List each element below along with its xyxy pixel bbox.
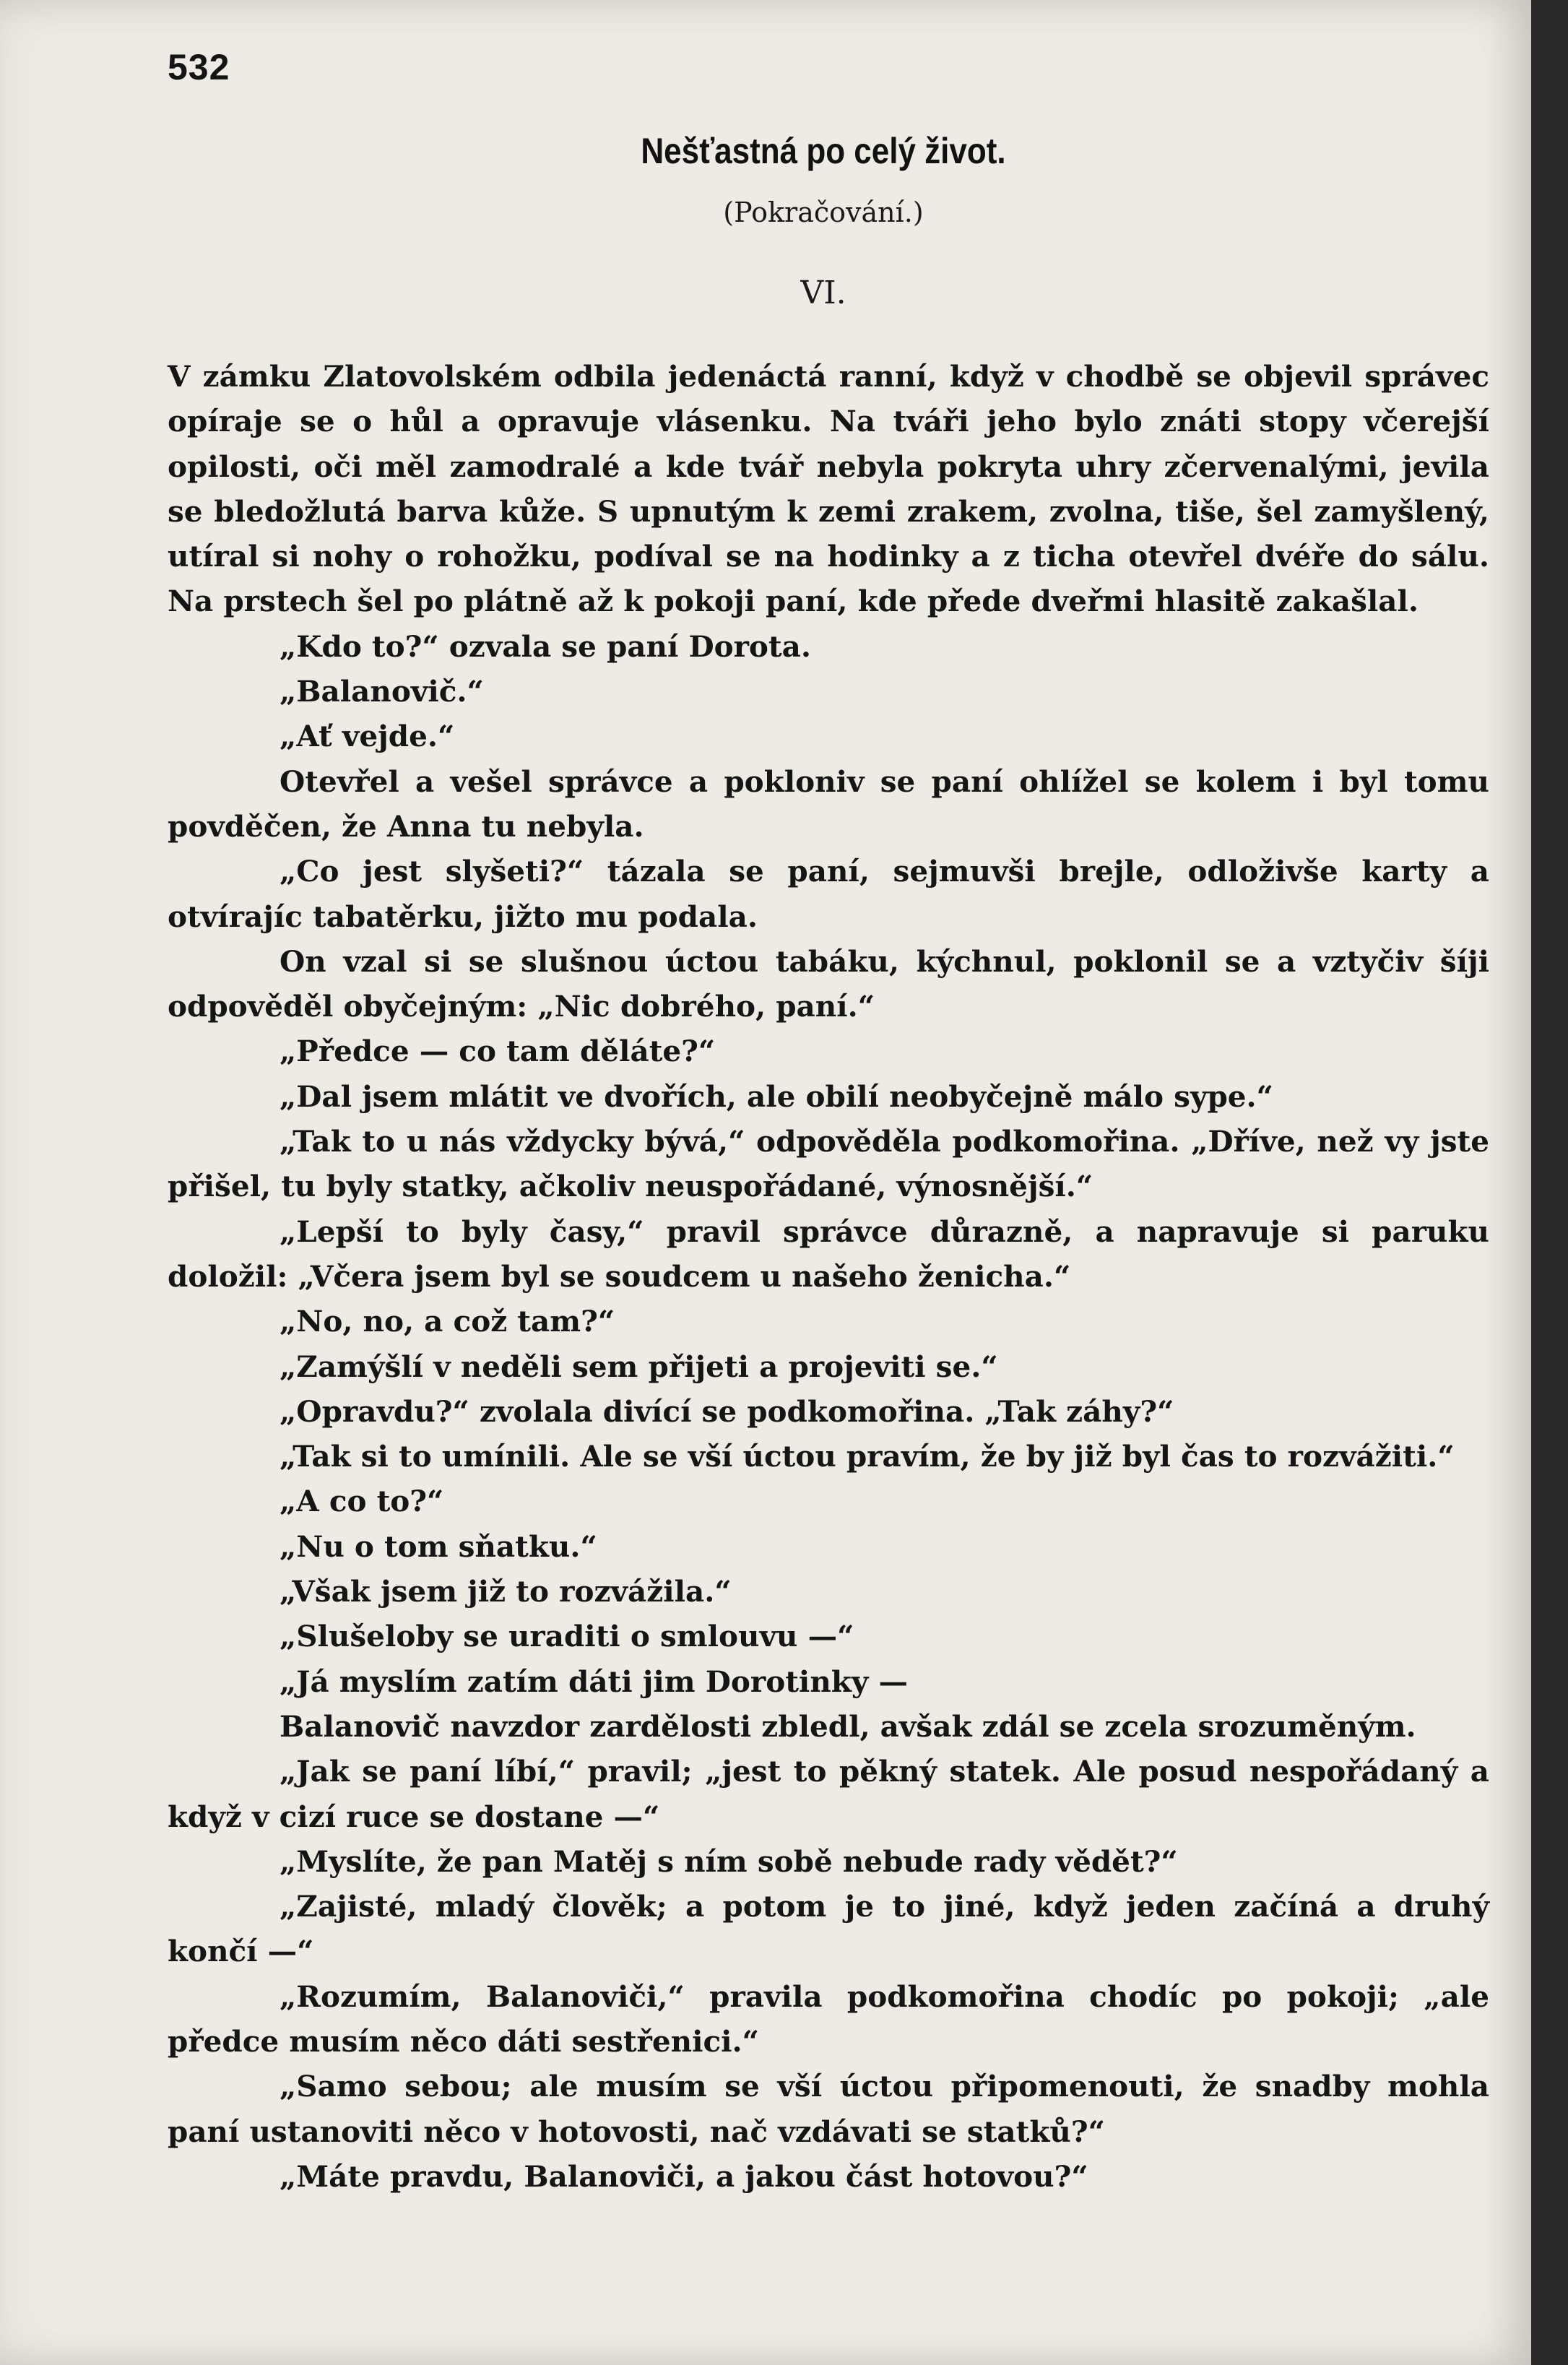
paragraph: „Předce — co tam děláte?“: [280, 1034, 716, 1069]
paragraph: „Lepší to byly časy,“ pravil správce důrazně, a napravuje si paruku doložil: „Včera jsem byl se soudcem u našeho ženicha.“: [168, 1214, 1489, 1294]
paragraph: „Máte pravdu, Balanoviči, a jakou část hotovou?“: [280, 2158, 1088, 2194]
paragraph: Otevřel a vešel správce a pokloniv se paní ohlížel se kolem i byl tomu povděčen, že Anna tu nebyla.: [168, 764, 1489, 844]
paragraph: V zámku Zlatovolském odbila jedenáctá ranní, když v chodbě se objevil správec opíraje se o hůl a opravuje vlásenku. Na tváři jeho bylo znáti stopy včerejší opilosti, oči měl zamodralé a kde tvář nebyla pokryta uhry zčervenalými, jevila se bledožlutá barva kůže. S upnutým k zemi zrakem, zvolna, tiše, šel zamyšlený, utíral si nohy o rohožku, podíval se na hodinky a z ticha otevřel dvéře do sálu. Na prstech šel po plátně až k pokoji paní, kde přede dveřmi hlasitě zakašlal.: [168, 359, 1489, 619]
paragraph: „Zamýšlí v neděli sem přijeti a projeviti se.“: [280, 1349, 998, 1384]
paragraph: „Tak to u nás vždycky bývá,“ odpověděla podkomořina. „Dříve, než vy jste přišel, tu byly statky, ačkoliv neuspořádané, výnosnější.“: [168, 1124, 1489, 1204]
paragraph: „Rozumím, Balanoviči,“ pravila podkomořina chodíc po pokoji; „ale předce musím něco dáti sestřenici.“: [168, 1979, 1489, 2059]
paragraph: On vzal si se slušnou úctou tabáku, kýchnul, poklonil se a vztyčiv šíji odpověděl obyčejným: „Nic dobrého, paní.“: [168, 943, 1489, 1024]
paragraph: „Co jest slyšeti?“ tázala se paní, sejmuvši brejle, odloživše karty a otvírajíc tabatěrku, jižto mu podala.: [168, 854, 1489, 934]
paragraph: „A co to?“: [280, 1484, 444, 1519]
paragraph: „Však jsem již to rozvážila.“: [280, 1574, 732, 1609]
paragraph: „Nu o tom sňatku.“: [280, 1529, 597, 1564]
page-number: 532: [168, 47, 230, 87]
paragraph: „Myslíte, že pan Matěj s ním sobě nebude rady vědět?“: [280, 1843, 1178, 1879]
paragraph: Balanovič navzdor zardělosti zbledl, avšak zdál se zcela srozuměným.: [280, 1708, 1416, 1744]
chapter-subtitle: (Pokračování.): [723, 196, 924, 228]
paragraph: „Kdo to?“ ozvala se paní Dorota.: [280, 628, 811, 664]
body-text: [168, 354, 1489, 2199]
paragraph: „Jak se paní líbí,“ pravil; „jest to pěkný statek. Ale posud nespořádaný a když v cizí ruce se dostane —“: [168, 1754, 1489, 1834]
paragraph: „No, no, a což tam?“: [280, 1304, 615, 1339]
paragraph: „Balanovič.“: [280, 674, 484, 709]
paragraph: „Já myslím zatím dáti jim Dorotinky —: [280, 1664, 908, 1699]
paragraph: „Zajisté, mladý člověk; a potom je to jiné, když jeden začíná a druhý končí —“: [168, 1889, 1489, 1969]
paragraph: „Samo sebou; ale musím se vší úctou připomenouti, že snadby mohla paní ustanoviti něco v hotovosti, nač vzdávati se statků?“: [168, 2069, 1489, 2149]
paragraph: „Tak si to umínili. Ale se vší úctou pravím, že by již byl čas to rozvážiti.“: [280, 1439, 1455, 1474]
chapter-number: VI.: [800, 274, 846, 311]
paragraph: „Dal jsem mlátit ve dvořích, ale obilí neobyčejně málo sype.“: [280, 1078, 1273, 1114]
paragraph: „Ať vejde.“: [280, 719, 455, 754]
paragraph: „Slušeloby se uraditi o smlouvu —“: [280, 1619, 854, 1654]
paragraph: „Opravdu?“ zvolala divící se podkomořina. „Tak záhy?“: [280, 1393, 1174, 1429]
chapter-title: Nešťastná po celý život.: [641, 131, 1006, 171]
